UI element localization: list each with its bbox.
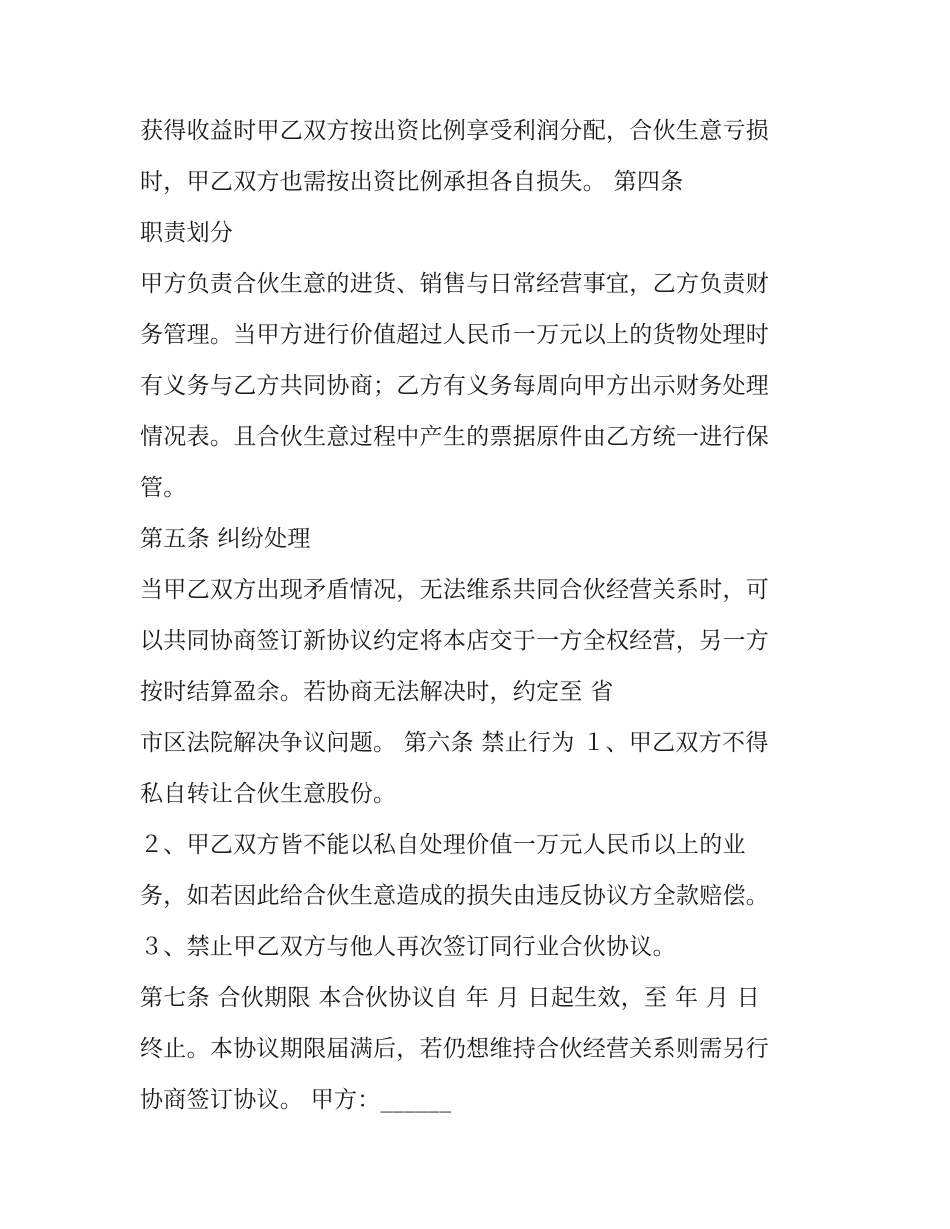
section-heading: 第五条 纠纷处理: [140, 526, 311, 552]
text-line: 第七条 合伙期限 本合伙协议自 年 月 日起生效，至 年 月 日: [140, 985, 761, 1011]
text-line: 情况表。且合伙生意过程中产生的票据原件由乙方统一进行保: [140, 424, 770, 450]
text-line: 市区法院解决争议问题。 第六条 禁止行为 １、甲乙双方不得: [140, 730, 769, 756]
text-line: 甲方负责合伙生意的进货、销售与日常经营事宜，乙方负责财: [140, 271, 770, 297]
text-line: 管。: [140, 475, 187, 501]
text-line: 当甲乙双方出现矛盾情况，无法维系共同合伙经营关系时，可: [140, 577, 770, 603]
text-line: 以共同协商签订新协议约定将本店交于一方全权经营，另一方: [140, 628, 770, 654]
document-body: [140, 106, 820, 1126]
section-heading: 职责划分: [140, 220, 234, 246]
text-line: 时，甲乙双方也需按出资比例承担各自损失。 第四条: [140, 169, 684, 195]
text-line: ２、甲乙双方皆不能以私自处理价值一万元人民币以上的业: [140, 832, 746, 858]
text-line: 按时结算盈余。若协商无法解决时，约定至 省: [140, 679, 614, 705]
text-line: 私自转让合伙生意股份。: [140, 781, 397, 807]
text-line: 终止。本协议期限届满后，若仍想维持合伙经营关系则需另行: [140, 1036, 770, 1062]
text-line: 获得收益时甲乙双方按出资比例享受利润分配，合伙生意亏损: [140, 118, 770, 144]
text-line: 有义务与乙方共同协商；乙方有义务每周向甲方出示财务处理: [140, 373, 770, 399]
text-line: ３、禁止甲乙双方与他人再次签订同行业合伙协议。: [140, 934, 676, 960]
text-line: 务，如若因此给合伙生意造成的损失由违反协议方全款赔偿。: [140, 883, 770, 909]
text-line: 务管理。当甲方进行价值超过人民币一万元以上的货物处理时: [140, 322, 770, 348]
signature-line: 协商签订协议。 甲方：______: [140, 1087, 452, 1113]
